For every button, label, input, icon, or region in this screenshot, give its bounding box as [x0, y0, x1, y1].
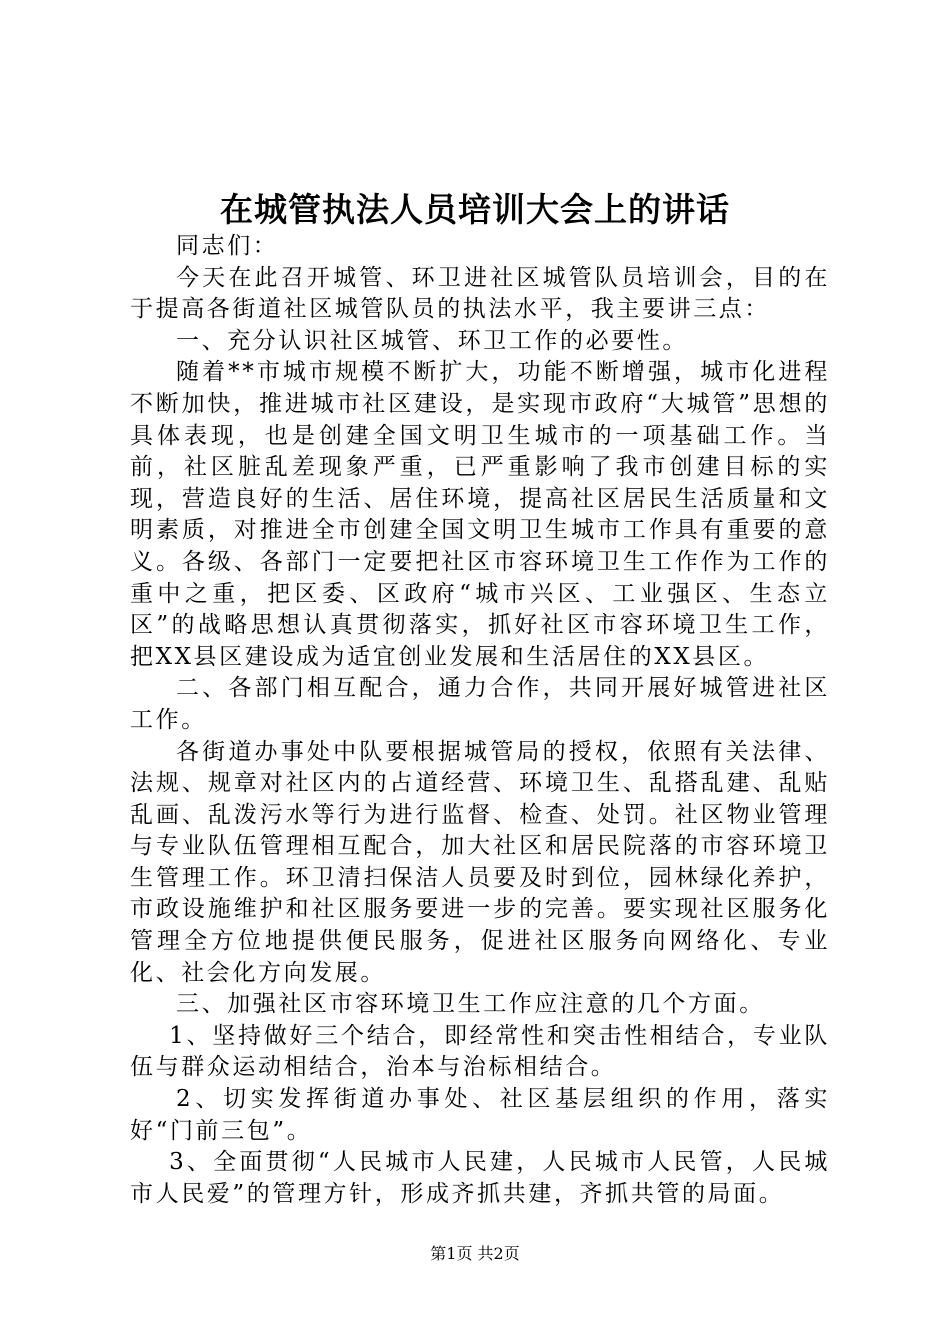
paragraph-section-1: 随着**市城市规模不断扩大，功能不断增强，城市化进程不断加快，推进城市社区建设，是实现市政府“大城管”思想的具体表现，也是创建全国文明卫生城市的一项基础工作。当前，社区脏乱差现象严重，已严重影响了我市创建目标的实现，营造良好的生活、居住环境，提高社区居民生活质量和文明素质，对推进全市创建全国文明卫生城市工作具有重要的意义。各级、各部门一定要把社区市容环境卫生工作作为工作的重中之重，把区委、区政府“城市兴区、工业强区、生态立区”的战略思想认真贯彻落实，抓好社区市容环境卫生工作，把XX县区建设成为适宜创业发展和生活居住的XX县区。	[130, 359, 830, 670]
section-heading-3: 三、加强社区市容环境卫生工作应注意的几个方面。	[176, 991, 765, 1018]
document-title: 在城管执法人员培训大会上的讲话	[220, 190, 730, 229]
document-body	[130, 231, 830, 1210]
list-item-1: 1、坚持做好三个结合，即经常性和突击性相结合，专业队伍与群众运动相结合，治本与治标相结合。	[130, 1022, 830, 1081]
paragraph-section-2: 各街道办事处中队要根据城管局的授权，依照有关法律、法规、规章对社区内的占道经营、环境卫生、乱搭乱建、乱贴乱画、乱泼污水等行为进行监督、检查、处罚。社区物业管理与专业队伍管理相互配合，加大社区和居民院落的市容环境卫生管理工作。环卫清扫保洁人员要及时到位，园林绿化养护，市政设施维护和社区服务要进一步的完善。要实现社区服务化管理全方位地提供便民服务，促进社区服务向网络化、专业化、社会化方向发展。	[130, 738, 830, 986]
section-heading-2: 二、各部门相互配合，通力合作，共同开展好城管进社区工作。	[130, 675, 830, 733]
list-item-3: 3、全面贯彻“人民城市人民建，人民城市人民管，人民城市人民爱”的管理方针，形成齐抓共建，齐抓共管的局面。	[130, 1149, 830, 1207]
paragraph-intro: 今天在此召开城管、环卫进社区城管队员培训会，目的在于提高各街道社区城管队员的执法水平，我主要讲三点：	[130, 264, 830, 323]
section-heading-1: 一、充分认识社区城管、环卫工作的必要性。	[176, 327, 688, 354]
salutation: 同志们：	[176, 233, 279, 259]
page-footer: 第1页 共2页	[430, 1244, 520, 1263]
list-item-2: 2、切实发挥街道办事处、社区基层组织的作用，落实好“门前三包”。	[130, 1086, 830, 1144]
